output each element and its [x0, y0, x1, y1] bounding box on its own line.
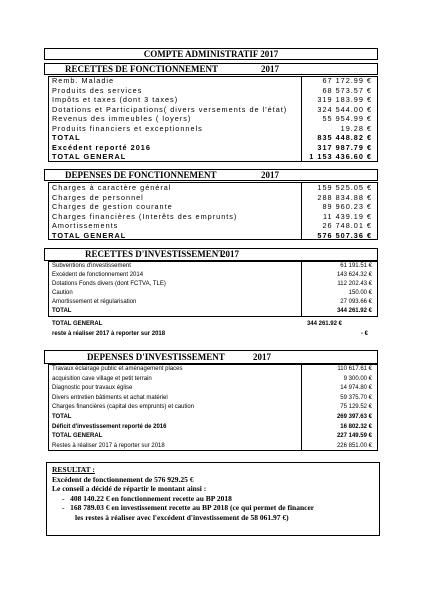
document-title-box: [44, 48, 378, 60]
resultat-text: [52, 465, 378, 523]
section-year: 2017: [253, 352, 271, 362]
table-row: [48, 76, 378, 85]
table-row: [48, 403, 378, 412]
row-value: 159 525.05 €: [317, 183, 372, 192]
table-row: [48, 432, 378, 441]
row-label: TOTAL: [52, 133, 81, 142]
row-label: Diagnostic pour travaux église: [52, 385, 133, 392]
resultat-bullet-cont: les restes à réaliser avec l'excédent d'investissement de 58 061.97 €): [75, 512, 289, 522]
table-row: [48, 114, 378, 123]
resultat-excedent: Excédent de fonctionnement de 576 929.25 €: [52, 474, 194, 484]
table-row: [48, 289, 378, 298]
row-label: Charges financières (capital des emprunts) et caution: [52, 404, 195, 411]
row-label: Divers entretien bâtiments et achat matériel: [52, 394, 168, 401]
resultat-bullet-1: [52, 494, 378, 504]
table-row: [48, 202, 378, 211]
table-row: [48, 423, 378, 432]
table-row: [48, 384, 378, 393]
row-label: Amortissement et régularisation: [52, 299, 137, 305]
document-title: COMPTE ADMINISTRATIF 2017: [143, 49, 279, 59]
row-value: 27 093.66 €: [340, 299, 372, 305]
row-label: Caution: [52, 290, 73, 296]
row-label: Charges de personnel: [52, 192, 144, 202]
recettes-fonctionnement-header: [44, 63, 378, 75]
row-value: 26 748.01 €: [322, 221, 372, 230]
section-heading: RECETTES DE FONCTIONNEMENT: [65, 64, 219, 74]
row-value: 226 851.00 €: [336, 442, 372, 449]
row-value: 1 153 436.60 €: [309, 152, 372, 161]
table-row: [48, 124, 378, 133]
table-row: [48, 271, 378, 280]
bullet-dash: -: [62, 493, 71, 503]
section-year: 2017: [261, 170, 279, 180]
section-heading: DEPENSES D'INVESTISSEMENT: [87, 352, 225, 362]
row-label: Travaux éclairage public et aménagement places: [52, 366, 183, 372]
table-row: [48, 152, 378, 161]
row-value: 68 573.57 €: [322, 85, 372, 95]
row-label: Subventions d'investissement: [52, 263, 131, 269]
resultat-intro: Le conseil a décidé de répartir le montant ainsi :: [52, 484, 207, 494]
table-row: [48, 95, 378, 104]
row-label: acquisition cave village et petit terrain: [52, 375, 152, 382]
row-value: 576 507.36 €: [317, 230, 372, 240]
table-row: [48, 413, 378, 422]
section-heading: RECETTES D'INVESTISSEMENT: [85, 249, 225, 259]
row-value: 112 202.43 €: [337, 281, 372, 287]
row-value: 14 974.80 €: [340, 385, 372, 392]
table-row: [48, 365, 378, 374]
table-row: [48, 212, 378, 221]
table-row: [48, 86, 378, 95]
row-value: 61 191.51 €: [340, 263, 372, 269]
section-year: 2017: [221, 249, 239, 259]
row-value: 324 544.00 €: [317, 104, 372, 114]
table-row: [48, 143, 378, 152]
table-row: [48, 394, 378, 403]
row-label: TOTAL: [52, 414, 72, 420]
row-value: 344 261.92 €: [336, 308, 372, 314]
resultat-bullet-2: [52, 503, 378, 513]
section-year: 2017: [261, 64, 279, 74]
row-label: Déficit d'investissement reporté de 2016: [52, 423, 167, 430]
row-label: Charges financières (Interêts des emprunts): [52, 211, 238, 221]
table-row: [48, 183, 378, 192]
row-value: 67 172.99 €: [322, 76, 372, 85]
table-row: [48, 307, 378, 316]
row-label: Dotations et Participations( divers versements de l'état): [52, 104, 288, 114]
row-value: 16 802.32 €: [340, 423, 372, 430]
section-heading: DEPENSES DE FONCTIONNEMENT: [65, 170, 217, 180]
table-row: [48, 231, 378, 240]
recettes-investissement-header: [44, 248, 378, 261]
row-label: Produits des services: [52, 85, 143, 95]
row-label: Amortissements: [52, 221, 119, 230]
row-label: Produits financiers et exceptionnels: [52, 123, 203, 133]
row-label: Excédent reporté 2016: [52, 142, 151, 152]
table-row: [48, 262, 378, 271]
table-row: [48, 442, 378, 451]
total-general-label: TOTAL GENERAL: [52, 321, 103, 327]
reste-label: reste à réaliser 2017 à reporter sur 2018: [52, 331, 166, 337]
row-value: 269 397.63 €: [336, 414, 372, 420]
bullet-text: 408 140.22 € en fonctionnement recette au BP 2018: [70, 493, 232, 503]
row-value: 317 987.79 €: [317, 142, 372, 152]
row-label: Remb. Maladie: [52, 76, 115, 85]
row-value: 319 183.99 €: [317, 95, 372, 104]
row-label: TOTAL GENERAL: [52, 152, 127, 161]
table-row: [48, 298, 378, 307]
row-value: 9 300.00 €: [343, 375, 372, 382]
depenses-fonctionnement-header: [44, 169, 378, 181]
bullet-dash: -: [62, 503, 71, 513]
row-label: Charges à caractère général: [52, 183, 172, 192]
bullet-text: 168 789.03 € en investissement recette au BP 2018 (ce qui permet de financer: [70, 503, 315, 513]
row-value: 110 617.61 €: [337, 366, 372, 372]
row-label: Impôts et taxes (dont 3 taxes): [52, 95, 179, 104]
table-row: [48, 105, 378, 114]
row-label: Excédent de fonctionnement 2014: [52, 272, 144, 278]
row-label: Restes à réaliser 2017 à reporter sur 2018: [52, 442, 165, 449]
row-value: 835 448.82 €: [317, 133, 372, 142]
row-value: 150.00 €: [348, 290, 372, 296]
row-value: 143 624.32 €: [336, 272, 372, 278]
row-label: TOTAL GENERAL: [52, 433, 103, 440]
row-value: 288 834.88 €: [317, 192, 372, 202]
table-row: [48, 280, 378, 289]
resultat-heading: RESULTAT :: [52, 465, 95, 474]
row-value: 19.28 €: [340, 123, 372, 133]
row-label: Revenus des immeubles ( loyers): [52, 114, 192, 123]
row-value: 59 375.70 €: [340, 394, 372, 401]
row-value: 11 439.19 €: [322, 211, 372, 221]
table-row: [48, 221, 378, 230]
depenses-investissement-header: [44, 350, 378, 364]
table-row: [48, 193, 378, 202]
row-label: TOTAL GENERAL: [52, 230, 127, 240]
total-general-value: 344 261.92 €: [306, 321, 342, 327]
row-label: Dotations Fonds divers (dont FCTVA, TLE): [52, 281, 166, 287]
row-value: 55 954.99 €: [322, 114, 372, 123]
row-label: Charges de gestion courante: [52, 202, 173, 211]
row-value: 227 149.59 €: [336, 433, 372, 440]
row-value: 75 129.52 €: [340, 404, 372, 411]
row-label: TOTAL: [52, 308, 72, 314]
reste-value: - €: [360, 331, 368, 337]
table-row: [48, 133, 378, 142]
table-row: [48, 375, 378, 384]
row-value: 89 960.23 €: [322, 202, 372, 211]
